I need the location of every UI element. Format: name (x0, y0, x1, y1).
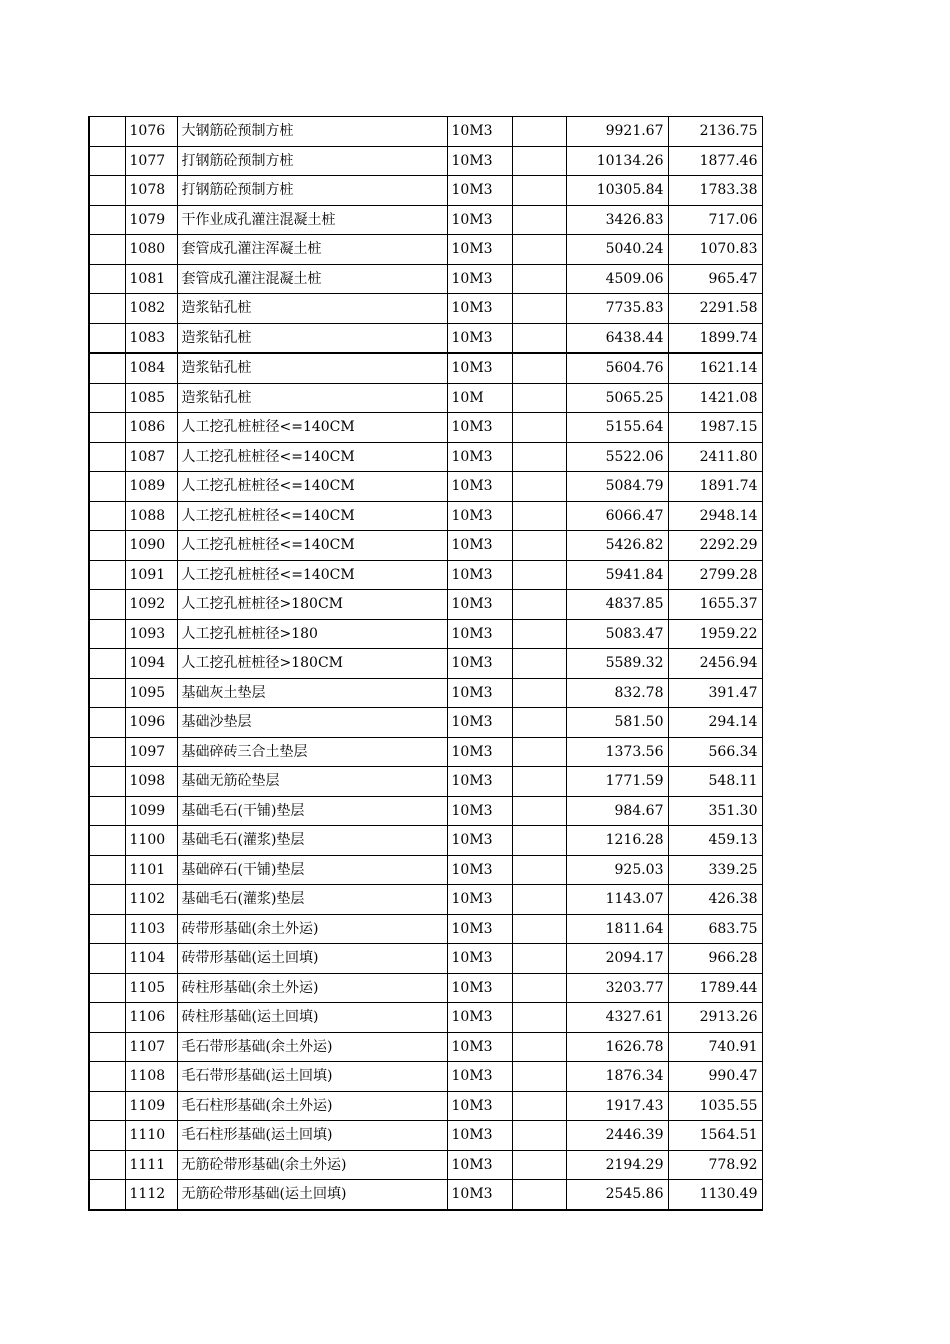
blank-cell[interactable] (512, 973, 566, 1003)
item-name-cell[interactable]: 无筋砼带形基础(运土回填) (177, 1180, 447, 1210)
table-row (89, 1121, 762, 1151)
labor-cost-cell[interactable]: 1655.37 (668, 590, 762, 620)
blank-cell[interactable] (89, 619, 125, 649)
code-cell[interactable]: 1111 (125, 1150, 177, 1180)
table-row (89, 619, 762, 649)
price-cell[interactable]: 5040.24 (566, 235, 668, 265)
price-cell[interactable]: 10134.26 (566, 146, 668, 176)
blank-cell[interactable] (512, 1121, 566, 1151)
price-cell[interactable]: 3203.77 (566, 973, 668, 1003)
code-cell[interactable]: 1104 (125, 944, 177, 974)
blank-cell[interactable] (512, 944, 566, 974)
code-cell[interactable]: 1096 (125, 708, 177, 738)
code-cell[interactable]: 1086 (125, 413, 177, 443)
blank-cell[interactable] (89, 1062, 125, 1092)
price-cell[interactable]: 1143.07 (566, 885, 668, 915)
item-name-cell[interactable]: 基础毛石(灌浆)垫层 (177, 885, 447, 915)
blank-cell[interactable] (89, 235, 125, 265)
blank-cell[interactable] (512, 1180, 566, 1210)
labor-cost-cell[interactable]: 339.25 (668, 855, 762, 885)
blank-cell[interactable] (512, 501, 566, 531)
code-cell[interactable]: 1106 (125, 1003, 177, 1033)
item-name-cell[interactable]: 基础毛石(灌浆)垫层 (177, 826, 447, 856)
code-cell[interactable]: 1083 (125, 323, 177, 353)
table-row (89, 1180, 762, 1210)
unit-cell[interactable]: 10M3 (447, 1032, 512, 1062)
labor-cost-cell[interactable]: 1621.14 (668, 353, 762, 383)
labor-cost-cell[interactable]: 1789.44 (668, 973, 762, 1003)
unit-cell[interactable]: 10M3 (447, 442, 512, 472)
code-cell[interactable]: 1084 (125, 353, 177, 383)
price-cell[interactable]: 984.67 (566, 796, 668, 826)
code-cell[interactable]: 1088 (125, 501, 177, 531)
unit-cell[interactable]: 10M3 (447, 944, 512, 974)
item-name-cell[interactable]: 砖带形基础(余土外运) (177, 914, 447, 944)
labor-cost-cell[interactable]: 459.13 (668, 826, 762, 856)
blank-cell[interactable] (512, 619, 566, 649)
blank-cell[interactable] (89, 796, 125, 826)
code-cell[interactable]: 1080 (125, 235, 177, 265)
item-name-cell[interactable]: 干作业成孔灌注混凝土桩 (177, 205, 447, 235)
labor-cost-cell[interactable]: 2411.80 (668, 442, 762, 472)
labor-cost-cell[interactable]: 1035.55 (668, 1091, 762, 1121)
item-name-cell[interactable]: 基础灰土垫层 (177, 678, 447, 708)
code-cell[interactable]: 1095 (125, 678, 177, 708)
blank-cell[interactable] (89, 383, 125, 413)
quota-table (88, 116, 763, 1211)
table-row (89, 146, 762, 176)
table-row (89, 649, 762, 679)
blank-cell[interactable] (89, 737, 125, 767)
blank-cell[interactable] (512, 294, 566, 324)
unit-cell[interactable]: 10M3 (447, 205, 512, 235)
table-row (89, 205, 762, 235)
table-row (89, 176, 762, 206)
price-cell[interactable]: 5083.47 (566, 619, 668, 649)
blank-cell[interactable] (512, 323, 566, 353)
unit-cell[interactable]: 10M (447, 383, 512, 413)
price-cell[interactable]: 1811.64 (566, 914, 668, 944)
blank-cell[interactable] (512, 885, 566, 915)
blank-cell[interactable] (512, 235, 566, 265)
code-cell[interactable]: 1103 (125, 914, 177, 944)
labor-cost-cell[interactable]: 2291.58 (668, 294, 762, 324)
blank-cell[interactable] (512, 117, 566, 147)
item-name-cell[interactable]: 套管成孔灌注混凝土桩 (177, 264, 447, 294)
unit-cell[interactable]: 10M3 (447, 235, 512, 265)
labor-cost-cell[interactable]: 2456.94 (668, 649, 762, 679)
blank-cell[interactable] (89, 531, 125, 561)
price-cell[interactable]: 5604.76 (566, 353, 668, 383)
blank-cell[interactable] (89, 501, 125, 531)
blank-cell[interactable] (89, 264, 125, 294)
code-cell[interactable]: 1094 (125, 649, 177, 679)
unit-cell[interactable]: 10M3 (447, 353, 512, 383)
code-cell[interactable]: 1108 (125, 1062, 177, 1092)
blank-cell[interactable] (89, 1150, 125, 1180)
unit-cell[interactable]: 10M3 (447, 855, 512, 885)
blank-cell[interactable] (512, 383, 566, 413)
blank-cell[interactable] (512, 560, 566, 590)
blank-cell[interactable] (512, 146, 566, 176)
price-cell[interactable]: 5941.84 (566, 560, 668, 590)
table-row (89, 944, 762, 974)
item-name-cell[interactable]: 造浆钻孔桩 (177, 323, 447, 353)
labor-cost-cell[interactable]: 566.34 (668, 737, 762, 767)
blank-cell[interactable] (512, 1062, 566, 1092)
table-row (89, 855, 762, 885)
code-cell[interactable]: 1090 (125, 531, 177, 561)
code-cell[interactable]: 1082 (125, 294, 177, 324)
item-name-cell[interactable]: 基础碎石(干铺)垫层 (177, 855, 447, 885)
price-cell[interactable]: 5155.64 (566, 413, 668, 443)
labor-cost-cell[interactable]: 391.47 (668, 678, 762, 708)
code-cell[interactable]: 1109 (125, 1091, 177, 1121)
unit-cell[interactable]: 10M3 (447, 560, 512, 590)
blank-cell[interactable] (89, 1091, 125, 1121)
blank-cell[interactable] (512, 442, 566, 472)
table-row (89, 117, 762, 147)
table-row (89, 353, 762, 383)
blank-cell[interactable] (512, 737, 566, 767)
blank-cell[interactable] (512, 413, 566, 443)
price-cell[interactable]: 2194.29 (566, 1150, 668, 1180)
unit-cell[interactable]: 10M3 (447, 176, 512, 206)
code-cell[interactable]: 1085 (125, 383, 177, 413)
unit-cell[interactable]: 10M3 (447, 1003, 512, 1033)
price-cell[interactable]: 581.50 (566, 708, 668, 738)
blank-cell[interactable] (89, 1121, 125, 1151)
table-row (89, 442, 762, 472)
unit-cell[interactable]: 10M3 (447, 1062, 512, 1092)
blank-cell[interactable] (89, 708, 125, 738)
unit-cell[interactable]: 10M3 (447, 973, 512, 1003)
item-name-cell[interactable]: 人工挖孔桩桩径<=140CM (177, 472, 447, 502)
code-cell[interactable]: 1087 (125, 442, 177, 472)
table-row (89, 973, 762, 1003)
labor-cost-cell[interactable]: 548.11 (668, 767, 762, 797)
labor-cost-cell[interactable]: 294.14 (668, 708, 762, 738)
code-cell[interactable]: 1110 (125, 1121, 177, 1151)
table-row (89, 826, 762, 856)
unit-cell[interactable]: 10M3 (447, 501, 512, 531)
blank-cell[interactable] (89, 1032, 125, 1062)
code-cell[interactable]: 1089 (125, 472, 177, 502)
unit-cell[interactable]: 10M3 (447, 264, 512, 294)
item-name-cell[interactable]: 人工挖孔桩桩径<=140CM (177, 531, 447, 561)
item-name-cell[interactable]: 套管成孔灌注浑凝土桩 (177, 235, 447, 265)
price-cell[interactable]: 10305.84 (566, 176, 668, 206)
code-cell[interactable]: 1078 (125, 176, 177, 206)
blank-cell[interactable] (512, 796, 566, 826)
code-cell[interactable]: 1107 (125, 1032, 177, 1062)
table-row (89, 796, 762, 826)
table-row (89, 914, 762, 944)
item-name-cell[interactable]: 人工挖孔桩桩径<=140CM (177, 560, 447, 590)
unit-cell[interactable]: 10M3 (447, 914, 512, 944)
table-row (89, 531, 762, 561)
blank-cell[interactable] (89, 353, 125, 383)
unit-cell[interactable]: 10M3 (447, 619, 512, 649)
item-name-cell[interactable]: 造浆钻孔桩 (177, 294, 447, 324)
blank-cell[interactable] (89, 678, 125, 708)
labor-cost-cell[interactable]: 1564.51 (668, 1121, 762, 1151)
item-name-cell[interactable]: 人工挖孔桩桩径>180 (177, 619, 447, 649)
blank-cell[interactable] (89, 885, 125, 915)
item-name-cell[interactable]: 人工挖孔桩桩径>180CM (177, 649, 447, 679)
blank-cell[interactable] (512, 767, 566, 797)
unit-cell[interactable]: 10M3 (447, 323, 512, 353)
price-cell[interactable]: 1876.34 (566, 1062, 668, 1092)
blank-cell[interactable] (89, 413, 125, 443)
price-cell[interactable]: 5522.06 (566, 442, 668, 472)
price-cell[interactable]: 7735.83 (566, 294, 668, 324)
item-name-cell[interactable]: 无筋砼带形基础(余土外运) (177, 1150, 447, 1180)
blank-cell[interactable] (512, 531, 566, 561)
blank-cell[interactable] (512, 205, 566, 235)
price-cell[interactable]: 832.78 (566, 678, 668, 708)
unit-cell[interactable]: 10M3 (447, 1150, 512, 1180)
labor-cost-cell[interactable]: 1877.46 (668, 146, 762, 176)
table-row (89, 708, 762, 738)
unit-cell[interactable]: 10M3 (447, 737, 512, 767)
table-row (89, 1032, 762, 1062)
blank-cell[interactable] (512, 914, 566, 944)
code-cell[interactable]: 1100 (125, 826, 177, 856)
item-name-cell[interactable]: 打钢筋砼预制方桩 (177, 146, 447, 176)
table-row (89, 1091, 762, 1121)
item-name-cell[interactable]: 基础碎砖三合土垫层 (177, 737, 447, 767)
unit-cell[interactable]: 10M3 (447, 767, 512, 797)
table-row (89, 413, 762, 443)
table-row (89, 235, 762, 265)
item-name-cell[interactable]: 毛石柱形基础(余土外运) (177, 1091, 447, 1121)
code-cell[interactable]: 1081 (125, 264, 177, 294)
labor-cost-cell[interactable]: 778.92 (668, 1150, 762, 1180)
labor-cost-cell[interactable]: 2136.75 (668, 117, 762, 147)
table-row (89, 885, 762, 915)
blank-cell[interactable] (89, 146, 125, 176)
blank-cell[interactable] (89, 294, 125, 324)
table-row (89, 767, 762, 797)
unit-cell[interactable]: 10M3 (447, 531, 512, 561)
item-name-cell[interactable]: 造浆钻孔桩 (177, 383, 447, 413)
labor-cost-cell[interactable]: 2913.26 (668, 1003, 762, 1033)
labor-cost-cell[interactable]: 683.75 (668, 914, 762, 944)
unit-cell[interactable]: 10M3 (447, 117, 512, 147)
price-cell[interactable]: 5065.25 (566, 383, 668, 413)
item-name-cell[interactable]: 基础沙垫层 (177, 708, 447, 738)
item-name-cell[interactable]: 砖带形基础(运土回填) (177, 944, 447, 974)
unit-cell[interactable]: 10M3 (447, 678, 512, 708)
labor-cost-cell[interactable]: 717.06 (668, 205, 762, 235)
labor-cost-cell[interactable]: 1959.22 (668, 619, 762, 649)
price-cell[interactable]: 5426.82 (566, 531, 668, 561)
table-row (89, 323, 762, 353)
table-row (89, 472, 762, 502)
blank-cell[interactable] (89, 826, 125, 856)
unit-cell[interactable]: 10M3 (447, 294, 512, 324)
unit-cell[interactable]: 10M3 (447, 708, 512, 738)
table-row (89, 264, 762, 294)
labor-cost-cell[interactable]: 426.38 (668, 885, 762, 915)
table-row (89, 1150, 762, 1180)
labor-cost-cell[interactable]: 351.30 (668, 796, 762, 826)
code-cell[interactable]: 1092 (125, 590, 177, 620)
blank-cell[interactable] (89, 914, 125, 944)
unit-cell[interactable]: 10M3 (447, 146, 512, 176)
blank-cell[interactable] (89, 973, 125, 1003)
labor-cost-cell[interactable]: 2292.29 (668, 531, 762, 561)
labor-cost-cell[interactable]: 965.47 (668, 264, 762, 294)
table-row (89, 1003, 762, 1033)
table-row (89, 560, 762, 590)
price-cell[interactable]: 4837.85 (566, 590, 668, 620)
table-row (89, 1062, 762, 1092)
blank-cell[interactable] (89, 472, 125, 502)
blank-cell[interactable] (512, 264, 566, 294)
code-cell[interactable]: 1097 (125, 737, 177, 767)
code-cell[interactable]: 1102 (125, 885, 177, 915)
blank-cell[interactable] (512, 590, 566, 620)
unit-cell[interactable]: 10M3 (447, 1180, 512, 1210)
price-cell[interactable]: 6438.44 (566, 323, 668, 353)
code-cell[interactable]: 1079 (125, 205, 177, 235)
price-cell[interactable]: 2545.86 (566, 1180, 668, 1210)
blank-cell[interactable] (512, 708, 566, 738)
blank-cell[interactable] (512, 1091, 566, 1121)
item-name-cell[interactable]: 人工挖孔桩桩径<=140CM (177, 501, 447, 531)
code-cell[interactable]: 1076 (125, 117, 177, 147)
blank-cell[interactable] (89, 117, 125, 147)
labor-cost-cell[interactable]: 2799.28 (668, 560, 762, 590)
blank-cell[interactable] (512, 649, 566, 679)
table-row (89, 678, 762, 708)
table-row (89, 294, 762, 324)
blank-cell[interactable] (512, 353, 566, 383)
blank-cell[interactable] (512, 1032, 566, 1062)
table-row (89, 501, 762, 531)
blank-cell[interactable] (512, 1150, 566, 1180)
blank-cell[interactable] (512, 826, 566, 856)
blank-cell[interactable] (89, 442, 125, 472)
blank-cell[interactable] (89, 560, 125, 590)
code-cell[interactable]: 1091 (125, 560, 177, 590)
table-row (89, 737, 762, 767)
blank-cell[interactable] (512, 855, 566, 885)
code-cell[interactable]: 1098 (125, 767, 177, 797)
item-name-cell[interactable]: 砖柱形基础(运土回填) (177, 1003, 447, 1033)
price-cell[interactable]: 2094.17 (566, 944, 668, 974)
item-name-cell[interactable]: 基础无筋砼垫层 (177, 767, 447, 797)
item-name-cell[interactable]: 毛石带形基础(运土回填) (177, 1062, 447, 1092)
blank-cell[interactable] (512, 678, 566, 708)
blank-cell[interactable] (89, 1180, 125, 1210)
unit-cell[interactable]: 10M3 (447, 649, 512, 679)
unit-cell[interactable]: 10M3 (447, 826, 512, 856)
blank-cell[interactable] (89, 176, 125, 206)
item-name-cell[interactable]: 毛石柱形基础(运土回填) (177, 1121, 447, 1151)
price-cell[interactable]: 1771.59 (566, 767, 668, 797)
unit-cell[interactable]: 10M3 (447, 1091, 512, 1121)
table-row (89, 590, 762, 620)
item-name-cell[interactable]: 毛石带形基础(余土外运) (177, 1032, 447, 1062)
item-name-cell[interactable]: 砖柱形基础(余土外运) (177, 973, 447, 1003)
labor-cost-cell[interactable]: 1070.83 (668, 235, 762, 265)
price-cell[interactable]: 2446.39 (566, 1121, 668, 1151)
unit-cell[interactable]: 10M3 (447, 472, 512, 502)
code-cell[interactable]: 1093 (125, 619, 177, 649)
item-name-cell[interactable]: 大钢筋砼预制方桩 (177, 117, 447, 147)
item-name-cell[interactable]: 人工挖孔桩桩径>180CM (177, 590, 447, 620)
price-cell[interactable]: 1626.78 (566, 1032, 668, 1062)
price-cell[interactable]: 925.03 (566, 855, 668, 885)
code-cell[interactable]: 1101 (125, 855, 177, 885)
blank-cell[interactable] (512, 472, 566, 502)
table-row (89, 383, 762, 413)
blank-cell[interactable] (89, 1003, 125, 1033)
unit-cell[interactable]: 10M3 (447, 413, 512, 443)
labor-cost-cell[interactable]: 1783.38 (668, 176, 762, 206)
item-name-cell[interactable]: 基础毛石(干铺)垫层 (177, 796, 447, 826)
item-name-cell[interactable]: 人工挖孔桩桩径<=140CM (177, 442, 447, 472)
price-cell[interactable]: 9921.67 (566, 117, 668, 147)
price-cell[interactable]: 4509.06 (566, 264, 668, 294)
labor-cost-cell[interactable]: 966.28 (668, 944, 762, 974)
price-cell[interactable]: 3426.83 (566, 205, 668, 235)
price-cell[interactable]: 6066.47 (566, 501, 668, 531)
blank-cell[interactable] (89, 590, 125, 620)
blank-cell[interactable] (512, 176, 566, 206)
unit-cell[interactable]: 10M3 (447, 796, 512, 826)
item-name-cell[interactable]: 打钢筋砼预制方桩 (177, 176, 447, 206)
blank-cell[interactable] (89, 767, 125, 797)
price-cell[interactable]: 5084.79 (566, 472, 668, 502)
price-cell[interactable]: 1373.56 (566, 737, 668, 767)
labor-cost-cell[interactable]: 1899.74 (668, 323, 762, 353)
price-cell[interactable]: 1216.28 (566, 826, 668, 856)
blank-cell[interactable] (89, 944, 125, 974)
labor-cost-cell[interactable]: 1130.49 (668, 1180, 762, 1210)
item-name-cell[interactable]: 造浆钻孔桩 (177, 353, 447, 383)
blank-cell[interactable] (512, 1003, 566, 1033)
blank-cell[interactable] (89, 323, 125, 353)
price-cell[interactable]: 4327.61 (566, 1003, 668, 1033)
unit-cell[interactable]: 10M3 (447, 590, 512, 620)
blank-cell[interactable] (89, 855, 125, 885)
labor-cost-cell[interactable]: 740.91 (668, 1032, 762, 1062)
price-cell[interactable]: 5589.32 (566, 649, 668, 679)
labor-cost-cell[interactable]: 1891.74 (668, 472, 762, 502)
blank-cell[interactable] (89, 649, 125, 679)
labor-cost-cell[interactable]: 1421.08 (668, 383, 762, 413)
code-cell[interactable]: 1077 (125, 146, 177, 176)
unit-cell[interactable]: 10M3 (447, 885, 512, 915)
code-cell[interactable]: 1099 (125, 796, 177, 826)
blank-cell[interactable] (89, 205, 125, 235)
code-cell[interactable]: 1112 (125, 1180, 177, 1210)
table-body (89, 117, 762, 1210)
code-cell[interactable]: 1105 (125, 973, 177, 1003)
unit-cell[interactable]: 10M3 (447, 1121, 512, 1151)
labor-cost-cell[interactable]: 990.47 (668, 1062, 762, 1092)
price-cell[interactable]: 1917.43 (566, 1091, 668, 1121)
item-name-cell[interactable]: 人工挖孔桩桩径<=140CM (177, 413, 447, 443)
labor-cost-cell[interactable]: 1987.15 (668, 413, 762, 443)
labor-cost-cell[interactable]: 2948.14 (668, 501, 762, 531)
